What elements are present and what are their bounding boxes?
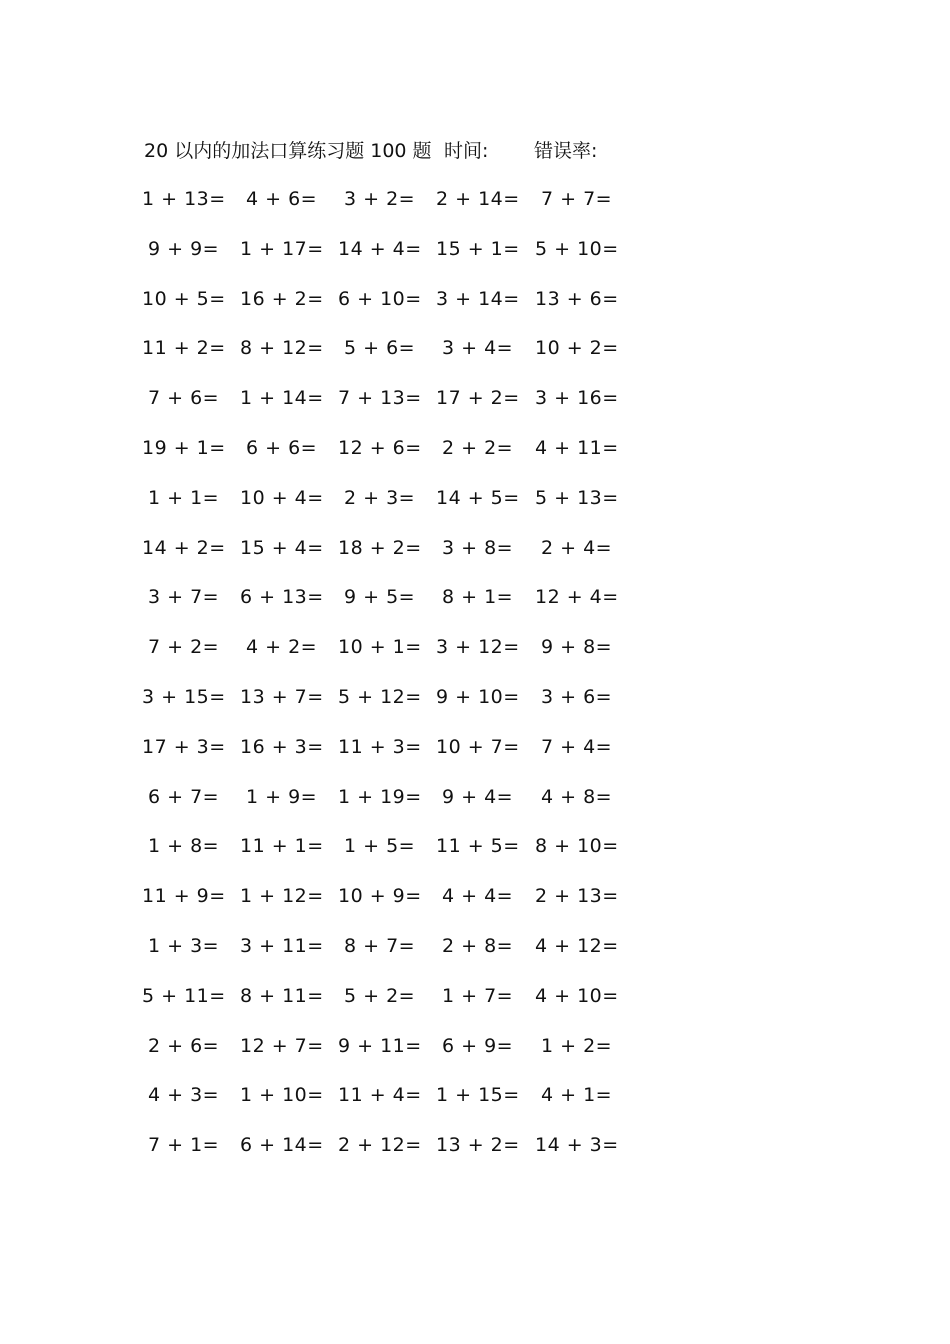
problem-item: 10 + 7=	[436, 735, 520, 758]
error-rate-label: 错误率:	[534, 140, 598, 162]
problem-item: 1 + 17=	[240, 237, 324, 260]
problem-item: 3 + 11=	[240, 935, 324, 957]
problem-item: 19 + 1=	[142, 437, 226, 459]
problem-item: 5 + 12=	[338, 686, 422, 708]
problem-item: 1 + 3=	[148, 935, 220, 957]
problem-item: 8 + 7=	[344, 935, 416, 957]
problem-item: 10 + 1=	[338, 636, 422, 659]
problem-item: 7 + 2=	[148, 636, 220, 659]
problem-item: 1 + 1=	[148, 486, 220, 509]
problem-item: 3 + 15=	[142, 686, 226, 708]
problem-item: 11 + 4=	[338, 1084, 422, 1107]
problem-item: 8 + 11=	[240, 984, 324, 1007]
problem-item: 11 + 9=	[142, 885, 226, 908]
worksheet-title: 20 以内的加法口算练习题 100 题	[144, 140, 432, 162]
problem-item: 2 + 6=	[148, 1034, 220, 1057]
problem-item: 16 + 3=	[240, 735, 324, 758]
problem-item: 4 + 6=	[246, 188, 318, 210]
problem-item: 5 + 13=	[535, 486, 619, 509]
problem-item: 10 + 5=	[142, 287, 226, 310]
problem-item: 3 + 4=	[442, 337, 514, 360]
time-label: 时间:	[444, 140, 489, 162]
problem-item: 4 + 2=	[246, 636, 318, 659]
problem-item: 1 + 10=	[240, 1084, 324, 1107]
problem-item: 1 + 13=	[142, 188, 226, 210]
problem-item: 13 + 6=	[535, 287, 619, 310]
problem-item: 8 + 1=	[442, 586, 514, 609]
problem-item: 12 + 4=	[535, 586, 619, 609]
problem-item: 5 + 6=	[344, 337, 416, 360]
problem-item: 1 + 12=	[240, 885, 324, 908]
problem-item: 11 + 5=	[436, 835, 520, 858]
problem-item: 1 + 8=	[148, 835, 220, 858]
problem-item: 7 + 1=	[148, 1134, 220, 1157]
problem-item: 7 + 7=	[541, 188, 613, 210]
problem-item: 6 + 13=	[240, 586, 324, 609]
problem-item: 4 + 11=	[535, 437, 619, 459]
problem-item: 8 + 12=	[240, 337, 324, 360]
problem-item: 1 + 7=	[442, 984, 514, 1007]
problem-item: 4 + 8=	[541, 785, 613, 808]
problem-item: 16 + 2=	[240, 287, 324, 310]
problem-item: 15 + 1=	[436, 237, 520, 260]
problem-item: 9 + 10=	[436, 686, 520, 708]
problem-item: 7 + 6=	[148, 387, 220, 410]
problem-item: 6 + 7=	[148, 785, 220, 808]
problem-item: 14 + 5=	[436, 486, 520, 509]
problem-item: 11 + 2=	[142, 337, 226, 360]
problem-item: 1 + 2=	[541, 1034, 613, 1057]
problem-item: 8 + 10=	[535, 835, 619, 858]
problem-item: 13 + 7=	[240, 686, 324, 708]
problem-item: 10 + 9=	[338, 885, 422, 908]
problem-item: 18 + 2=	[338, 536, 422, 559]
problem-item: 14 + 4=	[338, 237, 422, 260]
problem-item: 17 + 2=	[436, 387, 520, 410]
problem-item: 2 + 14=	[436, 188, 520, 210]
problem-item: 9 + 11=	[338, 1034, 422, 1057]
problem-item: 7 + 4=	[541, 735, 613, 758]
problem-item: 14 + 3=	[535, 1134, 619, 1157]
problem-item: 1 + 19=	[338, 785, 422, 808]
problem-item: 15 + 4=	[240, 536, 324, 559]
problem-item: 3 + 12=	[436, 636, 520, 659]
problem-item: 9 + 8=	[541, 636, 613, 659]
problem-item: 10 + 2=	[535, 337, 619, 360]
problem-item: 6 + 14=	[240, 1134, 324, 1157]
problem-item: 5 + 11=	[142, 984, 226, 1007]
problem-item: 14 + 2=	[142, 536, 226, 559]
problem-item: 1 + 15=	[436, 1084, 520, 1107]
problem-item: 13 + 2=	[436, 1134, 520, 1157]
problem-item: 6 + 9=	[442, 1034, 514, 1057]
problem-item: 3 + 2=	[344, 188, 416, 210]
problem-item: 5 + 2=	[344, 984, 416, 1007]
problem-item: 4 + 10=	[535, 984, 619, 1007]
problem-item: 6 + 10=	[338, 287, 422, 310]
problem-item: 2 + 13=	[535, 885, 619, 908]
problem-item: 2 + 8=	[442, 935, 514, 957]
problem-item: 2 + 4=	[541, 536, 613, 559]
problem-item: 3 + 7=	[148, 586, 220, 609]
problem-item: 3 + 16=	[535, 387, 619, 410]
problem-item: 3 + 8=	[442, 536, 514, 559]
problem-item: 1 + 5=	[344, 835, 416, 858]
problem-item: 12 + 6=	[338, 437, 422, 459]
problem-item: 17 + 3=	[142, 735, 226, 758]
problem-item: 1 + 9=	[246, 785, 318, 808]
problem-item: 7 + 13=	[338, 387, 422, 410]
problem-item: 5 + 10=	[535, 237, 619, 260]
problem-item: 9 + 5=	[344, 586, 416, 609]
problem-item: 3 + 14=	[436, 287, 520, 310]
problem-item: 4 + 4=	[442, 885, 514, 908]
problem-item: 4 + 3=	[148, 1084, 220, 1107]
problem-item: 6 + 6=	[246, 437, 318, 459]
problem-item: 9 + 9=	[148, 237, 220, 260]
problem-item: 4 + 1=	[541, 1084, 613, 1107]
problem-item: 10 + 4=	[240, 486, 324, 509]
problem-item: 2 + 2=	[442, 437, 514, 459]
problem-item: 3 + 6=	[541, 686, 613, 708]
problem-item: 1 + 14=	[240, 387, 324, 410]
problem-item: 11 + 1=	[240, 835, 324, 858]
problem-item: 9 + 4=	[442, 785, 514, 808]
problem-item: 4 + 12=	[535, 935, 619, 957]
problem-item: 2 + 12=	[338, 1134, 422, 1157]
problem-item: 12 + 7=	[240, 1034, 324, 1057]
problem-item: 11 + 3=	[338, 735, 422, 758]
problem-item: 2 + 3=	[344, 486, 416, 509]
